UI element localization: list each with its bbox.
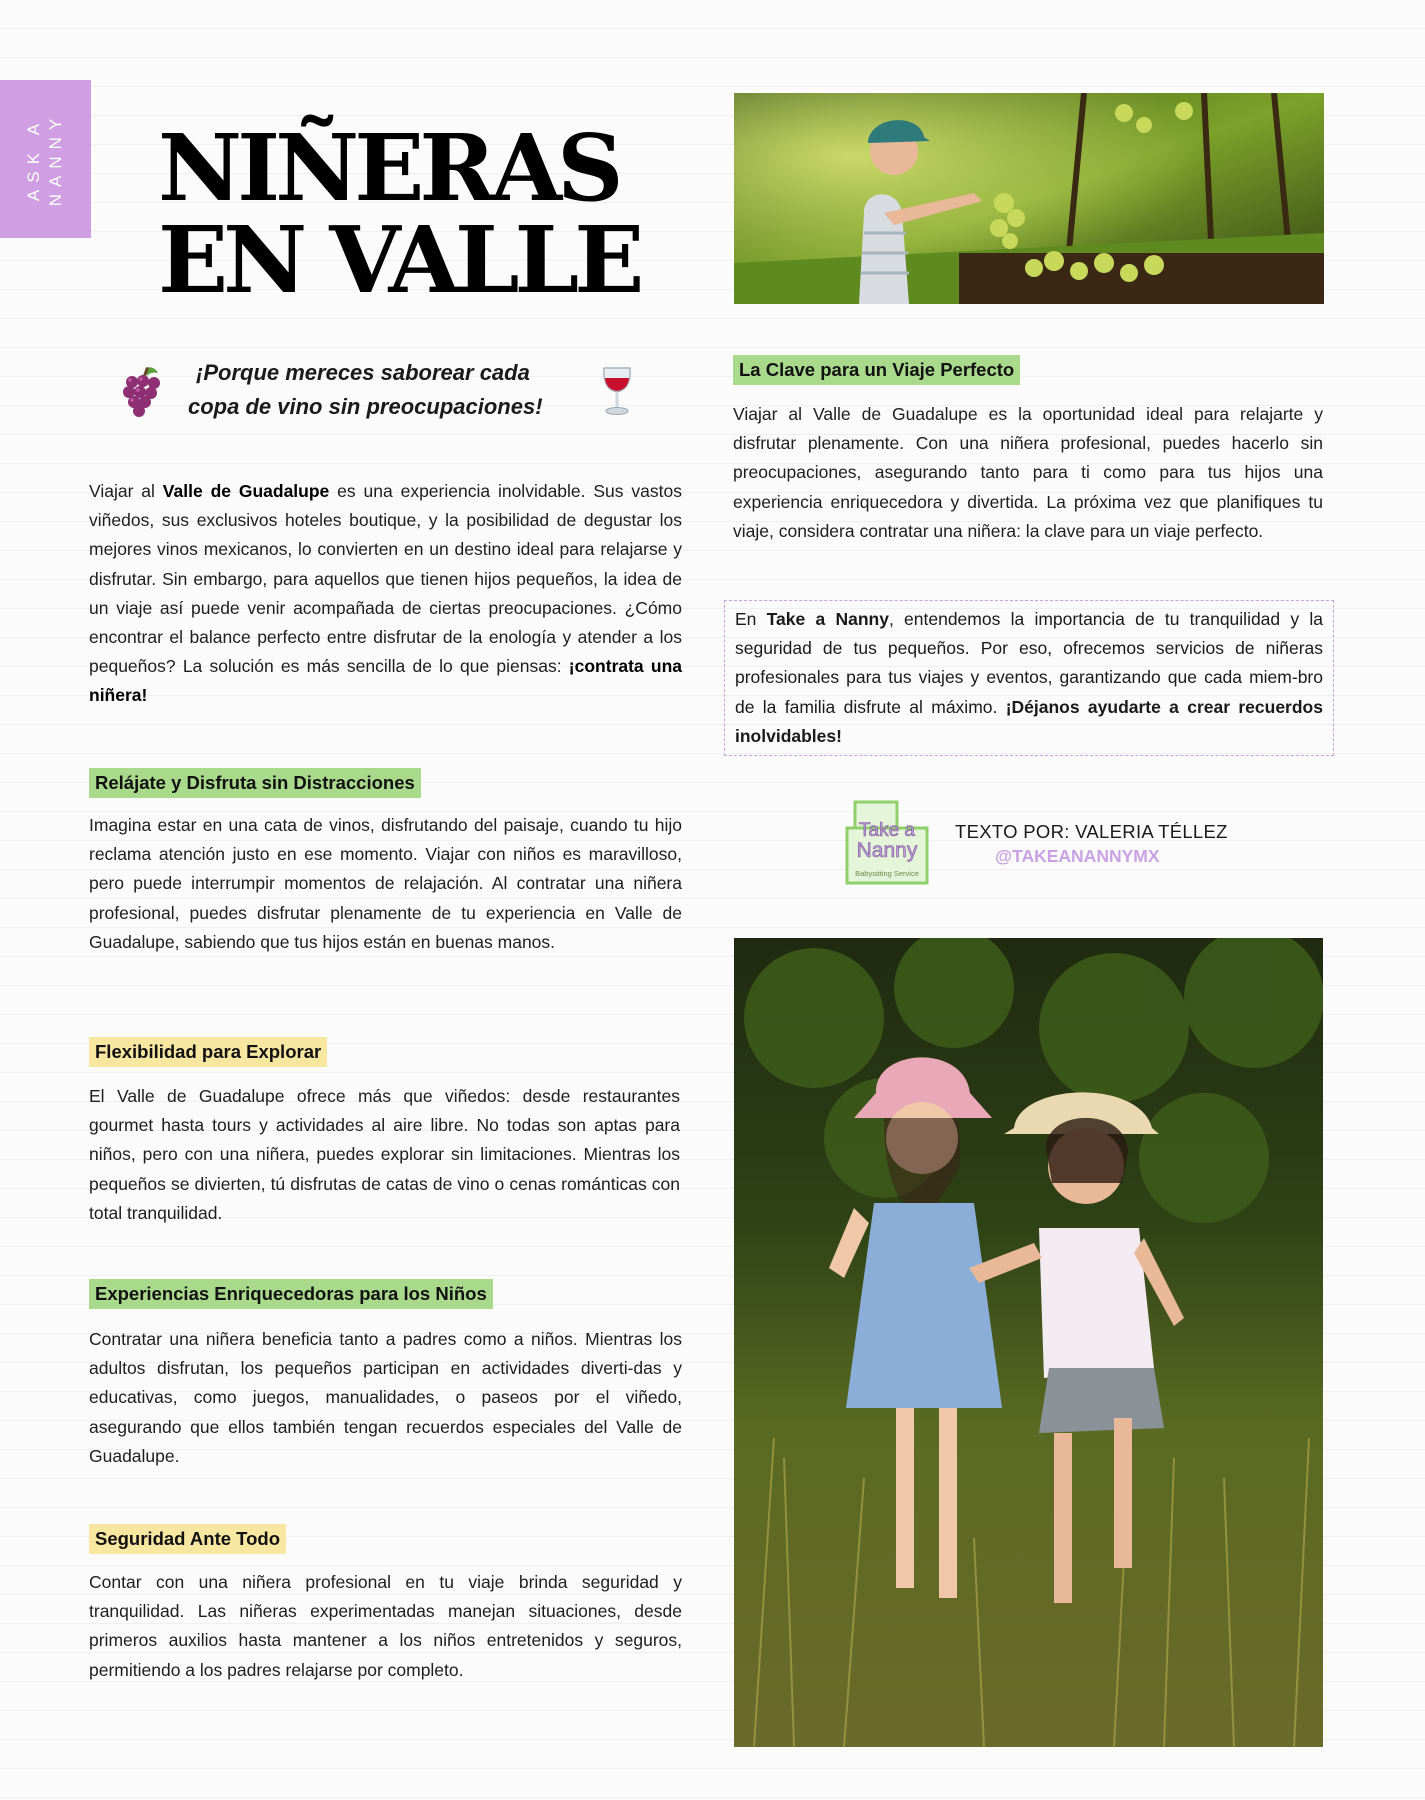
callout-cta: ¡Déjanos ayudarte a crear recuerdos inolvidables!: [735, 696, 1323, 746]
intro-bold-place: Valle de Guadalupe: [162, 481, 330, 501]
heading-seguridad: Seguridad Ante Todo: [89, 1524, 286, 1554]
take-a-nanny-logo: [845, 800, 930, 885]
callout-text-2: , entendemos la importancia de tu tranquilidad y la seguridad de tus pequeños. Por eso, ofrecemos servicios de niñeras profesionales para tus viajes y eventos, garantizando que cada miem-bro de la familia disfrute al máximo.: [735, 609, 1323, 717]
intro-paragraph: [89, 477, 682, 711]
section-tab: [0, 80, 91, 238]
paragraph-relajate: Imagina estar en una cata de vinos, disfrutando del paisaje, cuando tu hijo reclama atención justo en ese momento. Viajar con niños es maravilloso, pero puede interrumpir momentos de relajación. Al contratar una niñera profesional, puedes disfrutar plenamente de tu experiencia en Valle de Guadalupe, sabiendo que tus hijos están en buenas manos.: [89, 815, 682, 952]
girls-running-photo: [734, 938, 1323, 1747]
heading-experiencias: Experiencias Enriquecedoras para los Niños: [89, 1279, 493, 1309]
svg-text:Babysitting Service: Babysitting Service: [855, 869, 919, 878]
heading-clave: La Clave para un Viaje Perfecto: [733, 355, 1020, 385]
paragraph-flexibilidad: El Valle de Guadalupe ofrece más que viñedos: desde restaurantes gourmet hasta tours y actividades al aire libre. No todas son aptas para niños, pero con una niñera, puedes explorar sin limitaciones. Mientras los pequeños se divierten, tú disfrutas de catas de vino o cenas románticas con total tranquilidad.: [89, 1086, 680, 1223]
callout-brand: Take a Nanny: [766, 609, 889, 629]
tagline: [120, 356, 640, 436]
intro-bold-cta: ¡contrata una niñera!: [89, 656, 682, 706]
svg-text:Take a: Take a: [859, 820, 915, 841]
intro-text-2: es una experiencia inolvidable. Sus vastos viñedos, sus exclusivos hoteles boutique, y la posibilidad de degustar los mejores vinos mexicanos, lo convierten en un destino ideal para relajarse y disfrutar. Sin embargo, para aquellos que tienen hijos pequeños, la idea de un viaje así puede venir acompañada de ciertas preocupaciones. ¿Cómo encontrar el balance perfecto entre disfrutar de la enología y atender a los pequeños? La solución es más sencilla de lo que piensas:: [89, 481, 682, 677]
author-name: TEXTO POR: VALERIA TÉLLEZ: [955, 821, 1228, 842]
paragraph-experiencias: Contratar una niñera beneficia tanto a padres como a niños. Mientras los adultos disfrutan, los pequeños participan en actividades diverti-das y educativas, como juegos, manualidades, o paseos por el viñedo, asegurando que ellos también tengan recuerdos especiales del Valle de Guadalupe.: [89, 1329, 682, 1466]
heading-relajate: Relájate y Disfruta sin Distracciones: [89, 768, 421, 798]
callout-text: [735, 605, 1323, 751]
paragraph-seguridad: Contar con una niñera profesional en tu viaje brinda seguridad y tranquilidad. Las niñeras experimentadas manejan situaciones, desde primeros auxilios hasta mantener a los niños entretenidos y seguros, permitiendo a los padres relajarse por completo.: [89, 1572, 682, 1680]
social-handle[interactable]: @TAKEANANNYMX: [995, 846, 1160, 866]
tagline-line2: copa de vino sin preocupaciones!: [188, 394, 543, 419]
take-a-nanny-callout: [724, 600, 1334, 756]
author-credit: [955, 820, 1235, 868]
section-tab-line1: ASK A: [24, 116, 43, 202]
section-tab-label: [23, 112, 67, 207]
section-tab-line2: NANNY: [46, 111, 65, 207]
page-title: [158, 114, 678, 314]
page-title-line1: NIÑERAS: [158, 114, 619, 222]
callout-text-1: En: [735, 609, 767, 629]
page-title-line2: EN VALLE: [158, 206, 640, 314]
heading-flexibilidad: Flexibilidad para Explorar: [89, 1037, 327, 1067]
wine-glass-icon: [600, 366, 634, 416]
tagline-line1: ¡Porque mereces saborear cada: [196, 360, 530, 385]
intro-text-1: Viajar al: [89, 481, 163, 501]
grapes-icon: [120, 364, 168, 420]
tagline-text: [188, 356, 712, 424]
paragraph-clave: Viajar al Valle de Guadalupe es la oportunidad ideal para relajarte y disfrutar plenamente. Con una niñera profesional, puedes hacerlo sin preocupaciones, asegurando tanto para ti como para tus hijos una experiencia enriquecedora y divertida. La próxima vez que planifiques tu viaje, considera contratar una niñera: la clave para un viaje perfecto.: [733, 404, 1323, 541]
vineyard-child-photo: [734, 93, 1324, 304]
svg-text:Nanny: Nanny: [856, 839, 918, 862]
